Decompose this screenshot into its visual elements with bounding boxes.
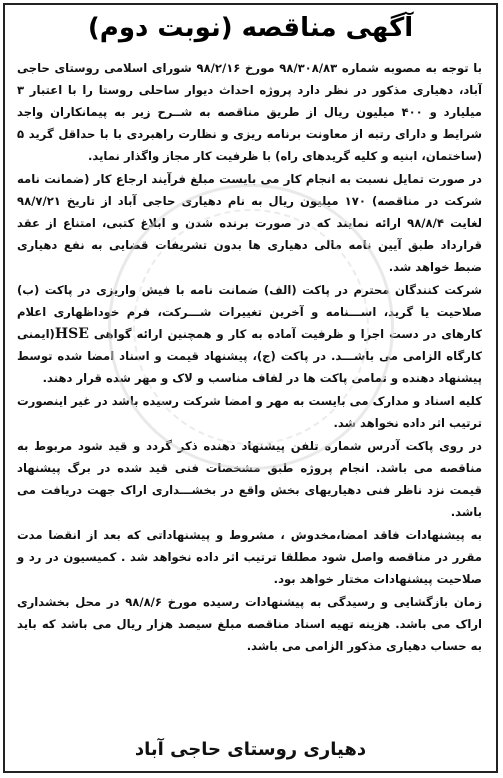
page-title: آگهی مناقصه (نوبت دوم) [87,13,414,43]
envelopes-text: شرکت کنندگان محترم در پاکت (الف) ضمانت نامه با فیش واریزی در پاکت (ب) صلاحیت یا گرید، اســـنامه و آخرین تغییرات شـــرکت، فرم خوداظهاری اعلام کارهای در دست اجرا و ظرفیت آماده به کار و همچنین ارائه گواهی [17,283,482,341]
paragraph-envelopes [17,279,482,389]
paragraph-guarantee: در صورت تمایل نسبت به انجام کار می بایست مبلغ فرآیند ارجاع کار (ضمانت نامه شرکت در مناقصه) ۱۷۰ میلیون ریال به نام دهیاری حاجی آباد از تاریخ ۹۸/۷/۲۱ لغایت ۹۸/۸/۴ ارائه نمایند که در صورت برنده شدن و ابلاغ کتبی، امتناع از عقد قرارداد طبق آیین نامه مالی دهیاری ها بدون تشریفات قضایی به نفع دهیاری ضبط خواهد شد. [17,172,482,274]
envelopes-text-cont: کارگاه الزامی می باشـــد. در پاکت (ج)، پیشنهاد قیمت و اسناد امضا شده توسط پیشنهاد دهنده و تمامی پاکت ها در لفاف مناسب و لاک و مهر شده قرار دهند. [17,349,482,385]
paragraph-intro: با توجه به مصوبه شماره ۹۸/۳۰۸/۸۳ مورخ ۹۸/۲/۱۶ شورای اسلامی روستای حاجی آباد، دهیاری مذکور در نظر دارد پروژه احداث دیوار ساحلی روستا را با اعتبار ۳ میلیارد و ۴۰۰ میلیون ریال از طریق مناقصه به شــرح زیر به پیمانکاران واجد شرایط و دارای رتبه از معاونت برنامه ریزی و نظارت راهبردی با با حداقل گرید ۵ (ساختمان، ابنیه و کلیه گریدهای راه) با ظرفیت کار مجاز واگذار نماید. [17,61,482,163]
hse-label: HSE [54,326,89,342]
signature: دهیاری روستای حاجی آباد [134,739,367,760]
paragraph-address: در روی پاکت آدرس شماره تلفن پیشنهاد دهنده ذکر گردد و قید شود مربوط به مناقصه می باشد. انجام پروژه طبق مشخصات فنی قید شده در برگ پیشنهاد قیمت نزد ناظر فنی دهیاریهای بخش واقع در بخشـــداری اراک جهت دریافت می باشد. [17,439,482,519]
paragraph-rejection: به پیشنهادات فاقد امضا،مخدوش ، مشروط و پیشنهاداتی که بعد از انقضا مدت مقرر در مناقصه واصل شود مطلقا ترتیب اثر داده نخواهد شد . کمیسیون در رد و صلاحیت پیشنهادات مختار خواهد بود. [17,528,482,586]
notice-body [5,57,496,657]
paragraph-documents: کلیه اسناد و مدارک می بایست به مهر و امضا شرکت رسیده باشد در غیر اینصورت ترتیب اثر داده نخواهد شد. [17,394,482,430]
paragraph-opening: زمان بازگشایی و رسیدگی به پیشنهادات رسیده مورخ ۹۸/۸/۶ در محل بخشداری اراک می باشد. هزینه تهیه اسناد مناقصه مبلغ سیصد هزار ریال می باشد که باید به حساب دهیاری مذکور الزامی می باشد. [17,595,482,653]
title-block [5,5,496,57]
hse-suffix: (ایمنی [17,327,55,341]
notice-frame [3,3,498,773]
